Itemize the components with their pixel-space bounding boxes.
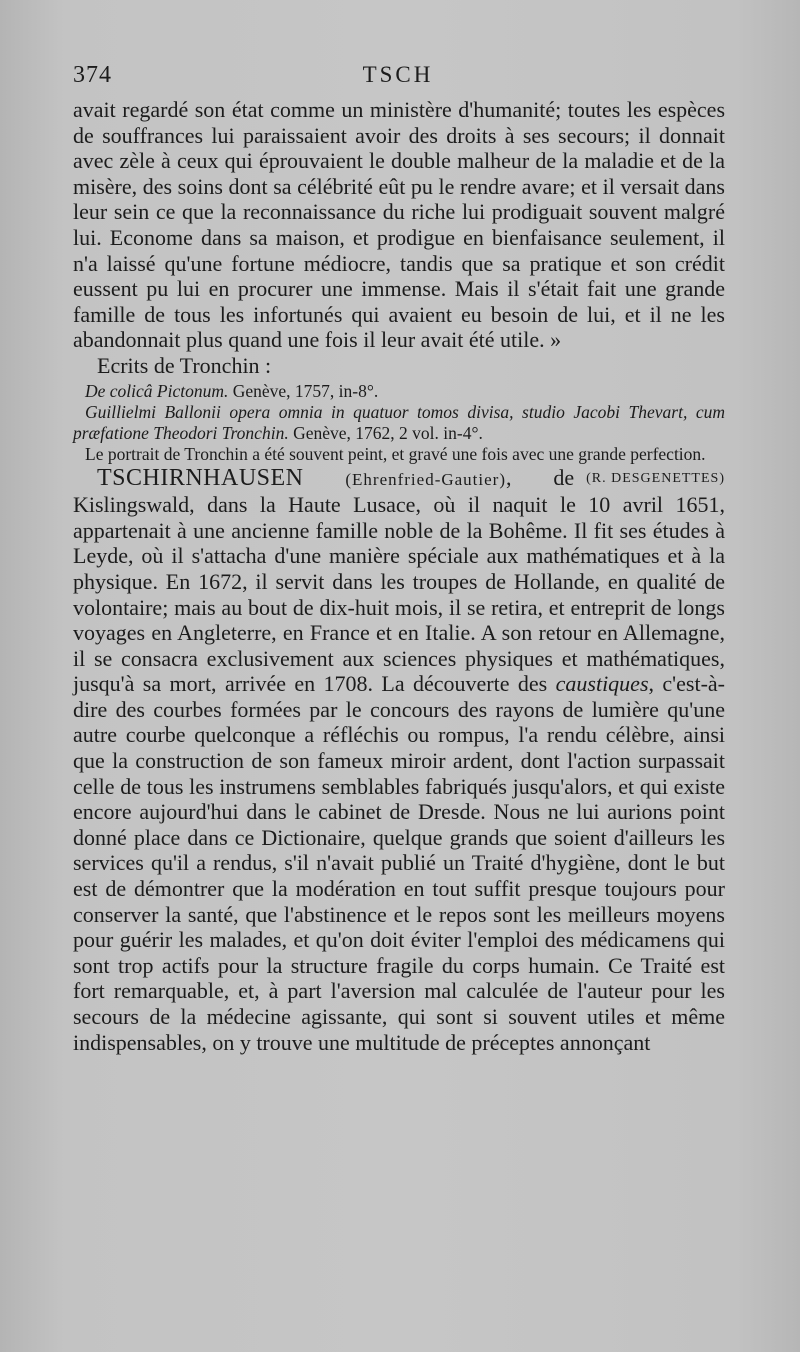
continuation-paragraph: avait regardé son état comme un ministère d'humanité; toutes les espèces de souffrances lui paraissaient avoir des droits à ses secours; il donnait avec zèle à ceux qui éprouvaient le double malheur de la maladie et de la misère, des soins dont sa célébrité eût pu le rendre avare; et il versait dans leur sein ce que la reconnaissance du riche lui prodiguait souvent malgré lui. Econome dans sa maison, et prodigue en bienfaisance seulement, il n'a laissé qu'une fortune médiocre, tandis que sa pratique et son crédit eussent pu lui en procurer une immense. Mais il s'était fait une grande famille de tous les infortunés qui avaient eu besoin de lui, et il ne les abandonnait plus quand une fois il leur avait été utile. »: [73, 97, 725, 353]
portrait-note-text: Le portrait de Tronchin a été souvent peint, et gravé une fois avec une grande perfection.: [85, 443, 706, 464]
entry-text-part-1: , de Kislingswald, dans la Haute Lusace, où il naquit le 10 avril 1651, appartenait à une ancienne famille noble de la Bohême. Il fit ses études à Leyde, où il s'attacha d'une manière spéciale aux mathématiques et à la physique. En 1672, il servit dans les troupes de Hollande, en qualité de volontaire; mais au bout de dix-huit mois, il se retira, et entreprit de longs voyages en Angleterre, en France et en Italie. A son retour en Allemagne, il se consacra exclusivement aux sciences physiques et mathématiques, jusqu'à sa mort, arrivée en 1708. La découverte des: [73, 464, 725, 697]
work-item: [73, 381, 725, 402]
work-title: De colicâ Pictonum.: [85, 380, 229, 401]
running-head: TSCH: [362, 62, 434, 87]
works-heading: Ecrits de Tronchin :: [97, 352, 272, 378]
page-number: 374: [73, 62, 112, 88]
author-signature: (R. DESGENETTES): [586, 470, 725, 486]
page-header: [73, 62, 723, 92]
work-details: Genève, 1757, in-8°.: [228, 380, 379, 401]
entry-headword: TSCHIRNHAUSEN: [97, 464, 304, 491]
entry-italic-term: caustiques: [555, 671, 649, 697]
entry-forenames: (Ehrenfried-Gautier): [345, 469, 506, 489]
work-item: [73, 402, 725, 444]
work-details: Genève, 1762, 2 vol. in-4°.: [288, 422, 483, 443]
entry-text-part-2: , c'est-à-dire des courbes formées par le concours des rayons de lumière qu'une autre courbe quelconque a réfléchis ou rompus, l'a rendu célèbre, ainsi que la construction de son fameux miroir ardent, dont l'action surpassait celle de tous les instrumens semblables fabriqués jusqu'alors, et qui existe encore aujourd'hui dans le cabinet de Dresde. Nous ne lui aurions point donné place dans ce Dictionaire, quelque grands que soient d'ailleurs les services qu'il a rendus, s'il n'avait publié un Traité d'hygiène, dont le but est de démontrer que la modération en tout suffit presque toujours pour conserver la santé, que l'abstinence et le repos sont les meilleurs moyens pour guérir les malades, et qu'on doit éviter l'emploi des médicamens qui sont trop actifs pour la structure fragile du corps humain. Ce Traité est fort remarquable, et, à part l'aversion mal calculée de l'auteur pour les secours de la médecine agissante, qui sont si souvent utiles et même indispensables, on y trouve une multitude de préceptes annonçant: [73, 671, 725, 1055]
entry-paragraph: [73, 465, 725, 1056]
page-body: [73, 97, 725, 1055]
work-title: Guillielmi Ballonii opera omnia in quatuor tomos divisa, studio Jacobi Thevart, cum præfatione Theodori Tronchin.: [73, 401, 725, 443]
